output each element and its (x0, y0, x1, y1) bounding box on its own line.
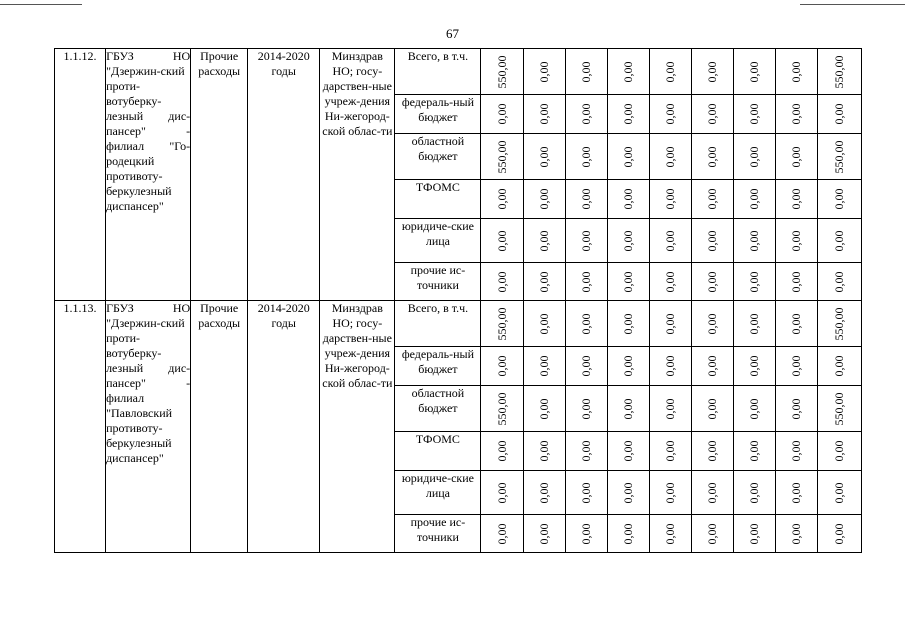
value-cell (523, 386, 565, 432)
value-text: 0,00 (705, 313, 720, 334)
value-cell (817, 49, 861, 95)
value-text: 0,00 (789, 230, 804, 251)
value-text: 0,00 (747, 271, 762, 292)
value-text: 0,00 (663, 230, 678, 251)
item-code: 1.1.13. (55, 301, 106, 553)
value-text: 0,00 (705, 188, 720, 210)
value-text: 0,00 (747, 103, 762, 125)
value-cell (649, 219, 691, 263)
value-text: 0,00 (663, 313, 678, 334)
value-text: 0,00 (579, 230, 594, 251)
value-cell (607, 134, 649, 180)
value-text: 0,00 (579, 440, 594, 462)
executor: Минздрав НО; госу-дарствен-ные учреж-дения Ни-жегород-ской облас-ти (320, 49, 395, 301)
funding-source: ТФОМС (395, 432, 481, 471)
value-cell (649, 515, 691, 553)
organization-name: ГБУЗ НО "Дзержин-ский проти-вотуберку-лезный дис-пансер" - филиал "Павловский противоту-беркулезный диспансер" (106, 301, 191, 553)
value-text: 0,00 (789, 313, 804, 334)
value-text: 0,00 (832, 271, 847, 292)
value-cell (565, 347, 607, 386)
value-cell (523, 219, 565, 263)
value-text: 0,00 (747, 188, 762, 210)
program-table (54, 48, 862, 553)
value-cell (481, 515, 523, 553)
value-text: 0,00 (747, 523, 762, 544)
value-text: 0,00 (789, 103, 804, 125)
value-cell (607, 432, 649, 471)
top-rule-left (0, 4, 82, 5)
value-cell (691, 49, 733, 95)
value-cell (733, 432, 775, 471)
value-cell (691, 180, 733, 219)
value-text: 0,00 (789, 271, 804, 292)
value-text: 0,00 (621, 61, 636, 82)
funding-source: областной бюджет (395, 134, 481, 180)
value-cell (649, 432, 691, 471)
value-text: 0,00 (705, 103, 720, 125)
value-text: 0,00 (579, 313, 594, 334)
value-cell (691, 95, 733, 134)
value-cell (733, 515, 775, 553)
value-cell (607, 471, 649, 515)
value-text: 0,00 (705, 271, 720, 292)
value-cell (607, 180, 649, 219)
value-cell (649, 386, 691, 432)
value-cell (649, 263, 691, 301)
value-cell (733, 263, 775, 301)
value-text: 0,00 (663, 482, 678, 503)
funding-source: Всего, в т.ч. (395, 49, 481, 95)
value-cell (733, 471, 775, 515)
value-text: 0,00 (832, 523, 847, 544)
value-cell (607, 515, 649, 553)
value-cell (733, 49, 775, 95)
value-text: 0,00 (621, 523, 636, 544)
value-text: 0,00 (663, 103, 678, 125)
value-cell (481, 263, 523, 301)
value-cell (481, 134, 523, 180)
value-text: 0,00 (663, 146, 678, 167)
value-cell (481, 432, 523, 471)
value-text: 0,00 (747, 440, 762, 462)
value-cell (733, 134, 775, 180)
value-cell (775, 180, 817, 219)
value-cell (481, 347, 523, 386)
value-cell (649, 49, 691, 95)
value-cell (775, 263, 817, 301)
funding-source: Всего, в т.ч. (395, 301, 481, 347)
value-cell (691, 219, 733, 263)
value-text: 0,00 (789, 398, 804, 419)
value-cell (733, 386, 775, 432)
value-text: 0,00 (494, 271, 509, 292)
value-text: 0,00 (494, 482, 509, 503)
value-cell (649, 180, 691, 219)
value-text: 0,00 (621, 440, 636, 462)
value-cell (817, 180, 861, 219)
value-cell (775, 386, 817, 432)
value-text: 0,00 (663, 440, 678, 462)
value-cell (817, 386, 861, 432)
value-cell (607, 219, 649, 263)
value-text: 0,00 (832, 103, 847, 125)
value-text: 0,00 (663, 188, 678, 210)
value-cell (817, 219, 861, 263)
value-text: 0,00 (747, 313, 762, 334)
value-text: 550,00 (832, 392, 847, 425)
value-cell (565, 263, 607, 301)
value-cell (565, 301, 607, 347)
value-cell (565, 49, 607, 95)
value-cell (649, 134, 691, 180)
value-text: 0,00 (705, 146, 720, 167)
value-cell (775, 515, 817, 553)
table-row (55, 49, 862, 95)
value-text: 0,00 (621, 355, 636, 377)
expense-type: Прочие расходы (191, 49, 248, 301)
value-cell (607, 301, 649, 347)
value-text: 0,00 (494, 188, 509, 210)
value-cell (775, 219, 817, 263)
value-text: 0,00 (537, 440, 552, 462)
page-number: 67 (446, 26, 459, 41)
value-text: 0,00 (789, 61, 804, 82)
value-cell (523, 134, 565, 180)
value-cell (817, 263, 861, 301)
value-cell (607, 386, 649, 432)
value-text: 0,00 (494, 103, 509, 125)
item-code: 1.1.12. (55, 49, 106, 301)
value-text: 0,00 (747, 398, 762, 419)
value-text: 0,00 (621, 482, 636, 503)
value-cell (733, 301, 775, 347)
value-cell (733, 180, 775, 219)
funding-source: прочие ис-точники (395, 515, 481, 553)
value-text: 0,00 (579, 188, 594, 210)
value-text: 550,00 (494, 55, 509, 88)
expense-type: Прочие расходы (191, 301, 248, 553)
value-cell (607, 263, 649, 301)
value-cell (607, 347, 649, 386)
value-text: 0,00 (494, 440, 509, 462)
value-cell (523, 301, 565, 347)
value-text: 0,00 (832, 440, 847, 462)
funding-source: прочие ис-точники (395, 263, 481, 301)
top-rule-right (800, 4, 905, 5)
value-text: 0,00 (747, 146, 762, 167)
value-cell (691, 347, 733, 386)
value-cell (733, 219, 775, 263)
value-cell (565, 180, 607, 219)
value-text: 0,00 (537, 355, 552, 377)
value-text: 0,00 (537, 523, 552, 544)
value-cell (691, 386, 733, 432)
table-row (55, 301, 862, 347)
value-cell (523, 49, 565, 95)
funding-source: юридиче-ские лица (395, 471, 481, 515)
value-cell (817, 515, 861, 553)
value-text: 0,00 (579, 398, 594, 419)
value-cell (523, 263, 565, 301)
value-text: 0,00 (579, 271, 594, 292)
value-cell (565, 432, 607, 471)
value-cell (817, 432, 861, 471)
value-cell (565, 95, 607, 134)
value-cell (565, 219, 607, 263)
funding-source: ТФОМС (395, 180, 481, 219)
value-text: 0,00 (494, 523, 509, 544)
value-text: 0,00 (537, 103, 552, 125)
value-text: 0,00 (789, 440, 804, 462)
value-cell (691, 263, 733, 301)
value-cell (775, 347, 817, 386)
value-cell (607, 95, 649, 134)
value-text: 0,00 (537, 61, 552, 82)
value-text: 550,00 (832, 307, 847, 340)
value-text: 0,00 (789, 355, 804, 377)
value-text: 0,00 (663, 523, 678, 544)
value-cell (733, 347, 775, 386)
value-cell (775, 49, 817, 95)
value-cell (691, 471, 733, 515)
value-cell (775, 432, 817, 471)
value-text: 0,00 (747, 230, 762, 251)
value-text: 0,00 (579, 103, 594, 125)
value-cell (523, 515, 565, 553)
value-cell (817, 471, 861, 515)
value-text: 0,00 (621, 103, 636, 125)
value-cell (565, 134, 607, 180)
value-text: 0,00 (663, 61, 678, 82)
value-text: 0,00 (621, 188, 636, 210)
value-text: 550,00 (494, 307, 509, 340)
value-text: 0,00 (747, 61, 762, 82)
period: 2014-2020 годы (248, 301, 320, 553)
value-text: 0,00 (663, 398, 678, 419)
organization-name: ГБУЗ НО "Дзержин-ский проти-вотуберку-лезный дис-пансер" - филиал "Го-родецкий противоту-беркулезный диспансер" (106, 49, 191, 301)
value-cell (817, 301, 861, 347)
value-text: 0,00 (789, 523, 804, 544)
value-text: 0,00 (621, 230, 636, 251)
value-cell (481, 386, 523, 432)
value-text: 0,00 (537, 230, 552, 251)
value-cell (649, 95, 691, 134)
funding-source: областной бюджет (395, 386, 481, 432)
value-cell (481, 95, 523, 134)
value-cell (523, 347, 565, 386)
value-text: 0,00 (579, 523, 594, 544)
value-text: 0,00 (579, 61, 594, 82)
value-text: 0,00 (537, 482, 552, 503)
value-cell (817, 347, 861, 386)
value-text: 0,00 (621, 313, 636, 334)
value-text: 0,00 (494, 355, 509, 377)
value-text: 0,00 (705, 440, 720, 462)
funding-source: юридиче-ские лица (395, 219, 481, 263)
value-text: 0,00 (621, 271, 636, 292)
value-text: 0,00 (537, 146, 552, 167)
value-text: 0,00 (537, 271, 552, 292)
value-text: 0,00 (747, 482, 762, 503)
value-text: 0,00 (621, 146, 636, 167)
value-cell (817, 134, 861, 180)
funding-source: федераль-ный бюджет (395, 95, 481, 134)
value-cell (481, 180, 523, 219)
value-cell (691, 301, 733, 347)
value-text: 0,00 (789, 188, 804, 210)
value-text: 0,00 (705, 61, 720, 82)
value-cell (523, 95, 565, 134)
value-text: 0,00 (705, 482, 720, 503)
value-text: 0,00 (705, 230, 720, 251)
value-cell (649, 347, 691, 386)
value-cell (775, 301, 817, 347)
value-cell (691, 515, 733, 553)
value-cell (481, 301, 523, 347)
value-cell (523, 432, 565, 471)
value-text: 0,00 (579, 482, 594, 503)
executor: Минздрав НО; госу-дарствен-ные учреж-дения Ни-жегород-ской облас-ти (320, 301, 395, 553)
value-text: 0,00 (537, 398, 552, 419)
value-cell (817, 95, 861, 134)
funding-source: федераль-ный бюджет (395, 347, 481, 386)
value-text: 0,00 (621, 398, 636, 419)
value-cell (691, 432, 733, 471)
value-text: 0,00 (537, 313, 552, 334)
value-text: 0,00 (705, 398, 720, 419)
value-text: 550,00 (832, 140, 847, 173)
value-cell (691, 134, 733, 180)
value-cell (733, 95, 775, 134)
value-text: 0,00 (663, 271, 678, 292)
value-text: 0,00 (832, 355, 847, 377)
value-cell (775, 95, 817, 134)
value-text: 0,00 (494, 230, 509, 251)
period: 2014-2020 годы (248, 49, 320, 301)
value-cell (565, 386, 607, 432)
value-text: 0,00 (579, 355, 594, 377)
value-text: 0,00 (789, 146, 804, 167)
value-text: 0,00 (579, 146, 594, 167)
value-cell (481, 49, 523, 95)
value-cell (565, 471, 607, 515)
value-text: 0,00 (705, 355, 720, 377)
value-cell (649, 471, 691, 515)
value-text: 0,00 (832, 482, 847, 503)
value-cell (775, 471, 817, 515)
value-text: 0,00 (537, 188, 552, 210)
value-text: 550,00 (832, 55, 847, 88)
value-text: 0,00 (705, 523, 720, 544)
value-cell (481, 471, 523, 515)
value-text: 0,00 (747, 355, 762, 377)
value-cell (775, 134, 817, 180)
value-text: 550,00 (494, 140, 509, 173)
value-cell (523, 471, 565, 515)
value-cell (481, 219, 523, 263)
value-cell (565, 515, 607, 553)
value-text: 550,00 (494, 392, 509, 425)
value-cell (649, 301, 691, 347)
value-cell (523, 180, 565, 219)
value-text: 0,00 (663, 355, 678, 377)
value-text: 0,00 (832, 188, 847, 210)
value-text: 0,00 (832, 230, 847, 251)
value-cell (607, 49, 649, 95)
value-text: 0,00 (789, 482, 804, 503)
